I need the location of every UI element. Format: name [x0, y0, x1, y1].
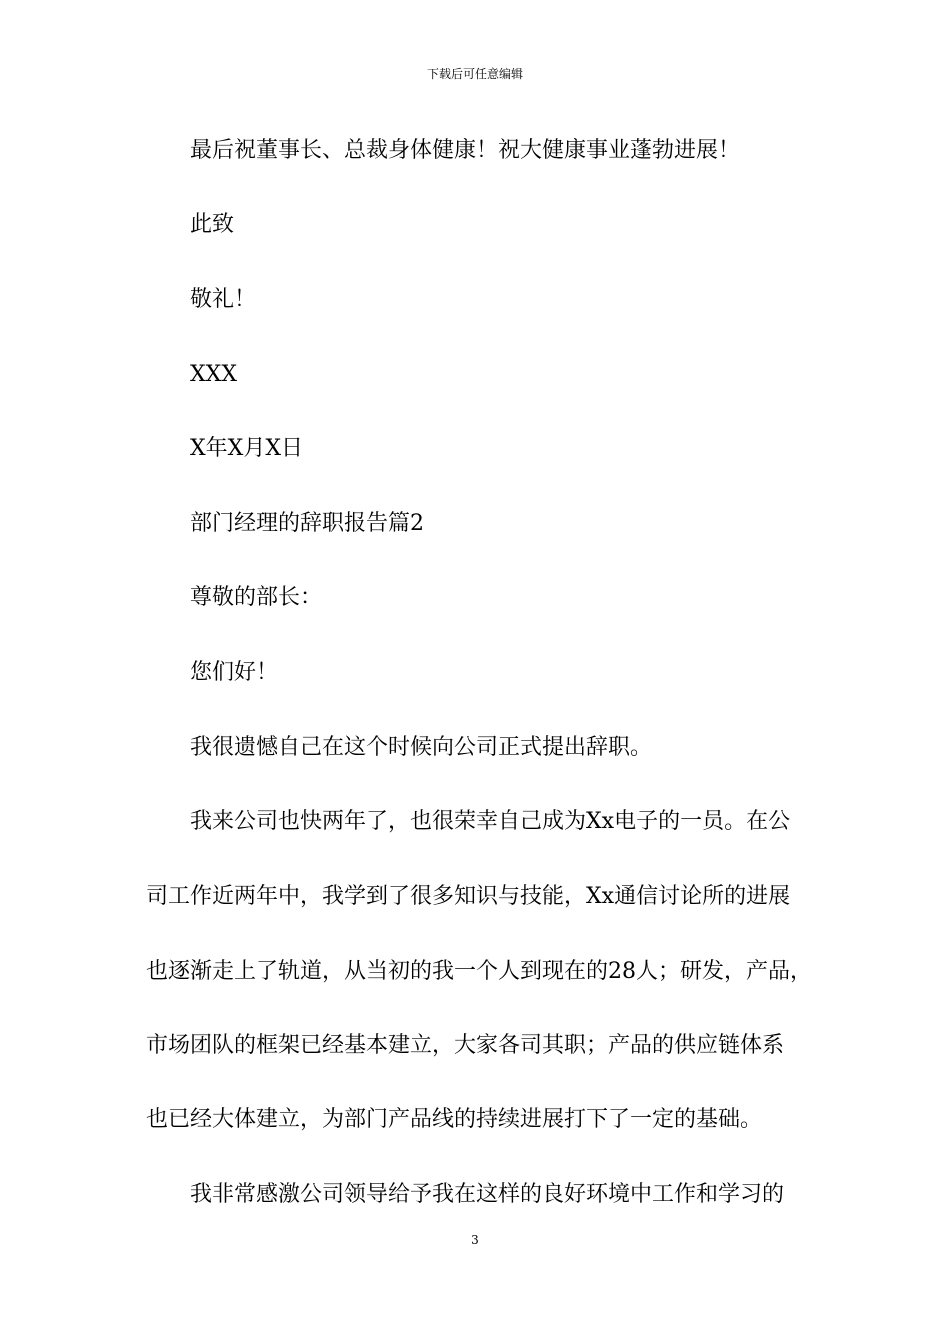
text-line-salutation-2: 敬礼！	[190, 287, 257, 312]
text-line-addressee: 尊敬的部长：	[190, 585, 323, 610]
paragraph-line-5: 市场团队的框架已经基本建立，大家各司其职；产品的供应链体系	[146, 1033, 785, 1058]
text-line-greeting: 您们好！	[190, 660, 279, 685]
text-line-salutation-1: 此致	[190, 212, 235, 237]
page-number: 3	[471, 1233, 479, 1247]
paragraph-line-7: 我非常感激公司领导给予我在这样的良好环境中工作和学习的	[190, 1182, 785, 1207]
paragraph-line-6: 也已经大体建立，为部门产品线的持续进展打下了一定的基础。	[146, 1107, 763, 1132]
paragraph-line-2: 我来公司也快两年了，也很荣幸自己成为Xx电子的一员。在公	[190, 809, 791, 834]
paragraph-line-4: 也逐渐走上了轨道，从当初的我一个人到现在的28人；研发，产品，	[146, 959, 812, 984]
text-line-signature: XXX	[190, 362, 237, 387]
paragraph-line-3: 司工作近两年中，我学到了很多知识与技能，Xx通信讨论所的进展	[146, 884, 791, 909]
page-header: 下载后可任意编辑	[426, 67, 523, 81]
section-title: 部门经理的辞职报告篇2	[190, 511, 424, 536]
paragraph-line-1: 我很遗憾自己在这个时候向公司正式提出辞职。	[190, 735, 653, 760]
text-line-closing-wish: 最后祝董事长、总裁身体健康！祝大健康事业蓬勃进展！	[190, 138, 741, 163]
text-line-date: X年X月X日	[190, 436, 303, 461]
